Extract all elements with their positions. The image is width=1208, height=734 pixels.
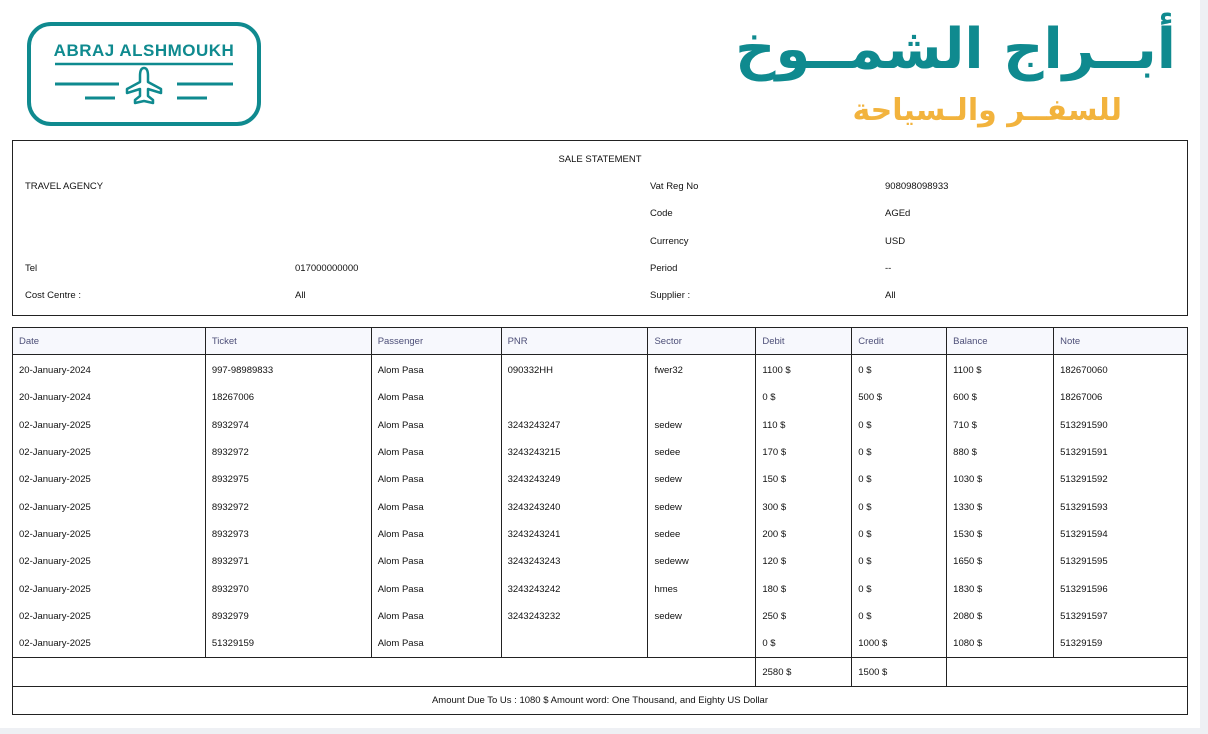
cell-sector <box>648 630 756 658</box>
column-header-credit: Credit <box>852 328 947 355</box>
period-value: -- <box>885 263 892 274</box>
code-value: AGEd <box>885 208 911 219</box>
cell-note: 182670060 <box>1054 355 1188 385</box>
cell-passenger: Alom Pasa <box>371 439 501 466</box>
cell-balance: 1030 $ <box>947 466 1054 493</box>
cell-balance: 1080 $ <box>947 630 1054 658</box>
cell-sector: sedeww <box>648 548 756 575</box>
cell-sector: sedee <box>648 521 756 548</box>
vat-value: 908098098933 <box>885 181 949 192</box>
cell-credit: 0 $ <box>852 412 947 439</box>
column-header-note: Note <box>1054 328 1188 355</box>
tel-value: 017000000000 <box>295 263 359 274</box>
total-debit: 2580 $ <box>756 658 852 687</box>
cell-balance: 1650 $ <box>947 548 1054 575</box>
arabic-brand-name: أبــراج الشمــوخ <box>735 17 1176 82</box>
tel-label: Tel <box>25 263 38 274</box>
cell-debit: 150 $ <box>756 466 852 493</box>
totals-row <box>13 658 1188 687</box>
cell-credit: 0 $ <box>852 493 947 520</box>
column-header-ticket: Ticket <box>205 328 371 355</box>
transactions-table <box>12 327 1188 715</box>
table-row <box>13 548 1188 575</box>
cell-pnr: 3243243243 <box>501 548 648 575</box>
total-credit: 1500 $ <box>852 658 947 687</box>
cell-balance: 710 $ <box>947 412 1054 439</box>
cell-ticket: 8932972 <box>205 493 371 520</box>
cell-note: 513291591 <box>1054 439 1188 466</box>
table-row <box>13 493 1188 520</box>
cell-date: 02-January-2025 <box>13 575 206 602</box>
cell-ticket: 18267006 <box>205 384 371 411</box>
cell-debit: 120 $ <box>756 548 852 575</box>
column-header-passenger: Passenger <box>371 328 501 355</box>
column-header-balance: Balance <box>947 328 1054 355</box>
table-row <box>13 384 1188 411</box>
cell-ticket: 8932974 <box>205 412 371 439</box>
arabic-brand-subtitle: للسفــر والـسياحة <box>852 93 1122 128</box>
table-row <box>13 439 1188 466</box>
table-row <box>13 630 1188 658</box>
cell-debit: 110 $ <box>756 412 852 439</box>
cell-pnr <box>501 630 648 658</box>
cell-date: 02-January-2025 <box>13 603 206 630</box>
cell-date: 02-January-2025 <box>13 521 206 548</box>
cell-note: 513291592 <box>1054 466 1188 493</box>
column-header-pnr: PNR <box>501 328 648 355</box>
cell-ticket: 8932975 <box>205 466 371 493</box>
cell-sector: sedee <box>648 439 756 466</box>
cell-balance: 1330 $ <box>947 493 1054 520</box>
agency-name: TRAVEL AGENCY <box>25 181 104 192</box>
cell-passenger: Alom Pasa <box>371 412 501 439</box>
cell-pnr: 3243243247 <box>501 412 648 439</box>
cell-pnr: 090332HH <box>501 355 648 385</box>
totals-spacer-right <box>947 658 1188 687</box>
supplier-label: Supplier : <box>650 290 691 301</box>
cell-balance: 600 $ <box>947 384 1054 411</box>
cell-sector: sedew <box>648 412 756 439</box>
cost-centre-value: All <box>295 290 306 301</box>
cell-note: 18267006 <box>1054 384 1188 411</box>
cell-pnr: 3243243240 <box>501 493 648 520</box>
table-row <box>13 603 1188 630</box>
cell-credit: 0 $ <box>852 521 947 548</box>
cell-date: 02-January-2025 <box>13 412 206 439</box>
cell-pnr: 3243243232 <box>501 603 648 630</box>
cell-sector: sedew <box>648 493 756 520</box>
table-row <box>13 355 1188 385</box>
cell-passenger: Alom Pasa <box>371 521 501 548</box>
cell-note: 513291596 <box>1054 575 1188 602</box>
table-row <box>13 466 1188 493</box>
cell-date: 02-January-2025 <box>13 466 206 493</box>
statement-title: SALE STATEMENT <box>558 154 642 165</box>
cell-note: 513291594 <box>1054 521 1188 548</box>
cell-debit: 180 $ <box>756 575 852 602</box>
cell-credit: 0 $ <box>852 355 947 385</box>
arabic-logo <box>735 17 1190 138</box>
cell-sector: sedew <box>648 603 756 630</box>
cell-date: 20-January-2024 <box>13 355 206 385</box>
cell-pnr: 3243243215 <box>501 439 648 466</box>
cell-debit: 1100 $ <box>756 355 852 385</box>
supplier-value: All <box>885 290 896 301</box>
cell-balance: 2080 $ <box>947 603 1054 630</box>
cell-debit: 250 $ <box>756 603 852 630</box>
cell-credit: 0 $ <box>852 575 947 602</box>
cell-date: 02-January-2025 <box>13 548 206 575</box>
cost-centre-label: Cost Centre : <box>25 290 81 301</box>
cell-note: 513291593 <box>1054 493 1188 520</box>
cell-ticket: 997-98989833 <box>205 355 371 385</box>
cell-note: 513291590 <box>1054 412 1188 439</box>
cell-credit: 0 $ <box>852 439 947 466</box>
currency-label: Currency <box>650 236 689 247</box>
cell-debit: 170 $ <box>756 439 852 466</box>
column-header-sector: Sector <box>648 328 756 355</box>
cell-balance: 1530 $ <box>947 521 1054 548</box>
cell-passenger: Alom Pasa <box>371 384 501 411</box>
cell-passenger: Alom Pasa <box>371 575 501 602</box>
cell-sector <box>648 384 756 411</box>
amount-due-text: Amount Due To Us : 1080 $ Amount word: One Thousand, and Eighty US Dollar <box>13 687 1188 715</box>
table-header-row <box>13 328 1188 355</box>
cell-ticket: 8932970 <box>205 575 371 602</box>
cell-sector: sedew <box>648 466 756 493</box>
cell-debit: 200 $ <box>756 521 852 548</box>
column-header-date: Date <box>13 328 206 355</box>
cell-passenger: Alom Pasa <box>371 548 501 575</box>
cell-note: 513291595 <box>1054 548 1188 575</box>
cell-ticket: 8932971 <box>205 548 371 575</box>
cell-debit: 300 $ <box>756 493 852 520</box>
cell-passenger: Alom Pasa <box>371 630 501 658</box>
cell-date: 02-January-2025 <box>13 439 206 466</box>
cell-date: 20-January-2024 <box>13 384 206 411</box>
statement-info-box <box>12 140 1188 316</box>
cell-note: 513291597 <box>1054 603 1188 630</box>
totals-spacer <box>13 658 756 687</box>
cell-debit: 0 $ <box>756 630 852 658</box>
cell-balance: 880 $ <box>947 439 1054 466</box>
column-header-debit: Debit <box>756 328 852 355</box>
table-row <box>13 575 1188 602</box>
cell-credit: 0 $ <box>852 603 947 630</box>
cell-ticket: 8932979 <box>205 603 371 630</box>
cell-pnr: 3243243249 <box>501 466 648 493</box>
cell-credit: 0 $ <box>852 466 947 493</box>
cell-pnr: 3243243242 <box>501 575 648 602</box>
cell-note: 51329159 <box>1054 630 1188 658</box>
cell-balance: 1100 $ <box>947 355 1054 385</box>
table-row <box>13 412 1188 439</box>
cell-sector: hmes <box>648 575 756 602</box>
airplane-icon <box>127 68 161 103</box>
cell-pnr <box>501 384 648 411</box>
period-label: Period <box>650 263 678 274</box>
cell-pnr: 3243243241 <box>501 521 648 548</box>
cell-date: 02-January-2025 <box>13 630 206 658</box>
currency-value: USD <box>885 236 906 247</box>
cell-date: 02-January-2025 <box>13 493 206 520</box>
cell-credit: 1000 $ <box>852 630 947 658</box>
table-row <box>13 521 1188 548</box>
cell-sector: fwer32 <box>648 355 756 385</box>
cell-passenger: Alom Pasa <box>371 493 501 520</box>
vat-label: Vat Reg No <box>650 181 699 192</box>
cell-balance: 1830 $ <box>947 575 1054 602</box>
amount-due-row <box>13 687 1188 715</box>
cell-passenger: Alom Pasa <box>371 355 501 385</box>
cell-passenger: Alom Pasa <box>371 603 501 630</box>
cell-passenger: Alom Pasa <box>371 466 501 493</box>
company-logo <box>27 22 261 126</box>
cell-credit: 0 $ <box>852 548 947 575</box>
code-label: Code <box>650 208 673 219</box>
cell-credit: 500 $ <box>852 384 947 411</box>
cell-ticket: 8932972 <box>205 439 371 466</box>
cell-ticket: 51329159 <box>205 630 371 658</box>
cell-ticket: 8932973 <box>205 521 371 548</box>
cell-debit: 0 $ <box>756 384 852 411</box>
logo-text: ABRAJ ALSHMOUKH <box>53 41 235 60</box>
